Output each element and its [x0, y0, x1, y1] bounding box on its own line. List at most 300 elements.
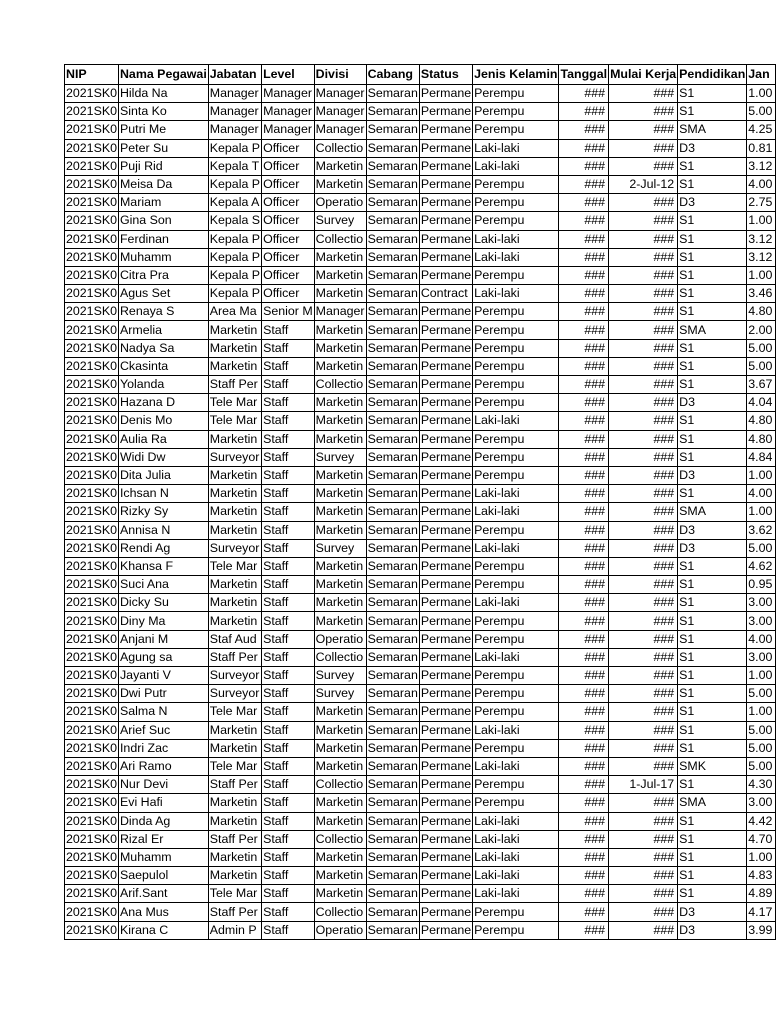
- cell-tanggal[interactable]: ###: [559, 885, 609, 903]
- cell-nip[interactable]: 2021SK0: [65, 303, 119, 321]
- cell-status[interactable]: Permane: [419, 685, 472, 703]
- cell-divisi[interactable]: Marketin: [314, 157, 366, 175]
- cell-nama[interactable]: Ferdinan: [118, 230, 208, 248]
- cell-divisi[interactable]: Survey: [314, 667, 366, 685]
- cell-status[interactable]: Permane: [419, 739, 472, 757]
- cell-tanggal[interactable]: ###: [559, 85, 609, 103]
- header-cell-pendidikan[interactable]: Pendidikan: [678, 65, 747, 85]
- cell-nama[interactable]: Agus Set: [118, 285, 208, 303]
- cell-mulai-kerja[interactable]: ###: [609, 194, 678, 212]
- cell-jabatan[interactable]: Tele Mar: [208, 412, 261, 430]
- cell-nip[interactable]: 2021SK0: [65, 594, 119, 612]
- cell-status[interactable]: Permane: [419, 521, 472, 539]
- cell-jabatan[interactable]: Kepala P: [208, 266, 261, 284]
- cell-pendidikan[interactable]: S1: [678, 157, 747, 175]
- cell-tanggal[interactable]: ###: [559, 175, 609, 193]
- cell-pendidikan[interactable]: S1: [678, 648, 747, 666]
- cell-jenis-kelamin[interactable]: Perempu: [473, 357, 559, 375]
- cell-jenis-kelamin[interactable]: Laki-laki: [473, 412, 559, 430]
- header-cell-nama[interactable]: Nama Pegawai: [118, 65, 208, 85]
- cell-pendidikan[interactable]: D3: [678, 521, 747, 539]
- cell-jabatan[interactable]: Kepala P: [208, 139, 261, 157]
- cell-jan[interactable]: 1.00: [747, 85, 776, 103]
- cell-cabang[interactable]: Semaran: [366, 248, 419, 266]
- cell-level[interactable]: Officer: [262, 157, 315, 175]
- cell-jan[interactable]: 1.00: [747, 703, 776, 721]
- cell-status[interactable]: Permane: [419, 594, 472, 612]
- cell-jabatan[interactable]: Staff Per: [208, 903, 261, 921]
- cell-divisi[interactable]: Marketin: [314, 503, 366, 521]
- cell-jan[interactable]: 4.00: [747, 630, 776, 648]
- cell-level[interactable]: Staff: [262, 466, 315, 484]
- cell-divisi[interactable]: Survey: [314, 212, 366, 230]
- cell-jabatan[interactable]: Admin P: [208, 921, 261, 939]
- cell-jenis-kelamin[interactable]: Perempu: [473, 557, 559, 575]
- cell-tanggal[interactable]: ###: [559, 576, 609, 594]
- cell-tanggal[interactable]: ###: [559, 867, 609, 885]
- cell-mulai-kerja[interactable]: ###: [609, 539, 678, 557]
- cell-cabang[interactable]: Semaran: [366, 357, 419, 375]
- cell-jan[interactable]: 3.00: [747, 594, 776, 612]
- cell-pendidikan[interactable]: D3: [678, 539, 747, 557]
- cell-jenis-kelamin[interactable]: Perempu: [473, 448, 559, 466]
- cell-status[interactable]: Permane: [419, 830, 472, 848]
- cell-level[interactable]: Staff: [262, 321, 315, 339]
- cell-cabang[interactable]: Semaran: [366, 667, 419, 685]
- cell-nama[interactable]: Meisa Da: [118, 175, 208, 193]
- cell-nama[interactable]: Kirana C: [118, 921, 208, 939]
- cell-mulai-kerja[interactable]: ###: [609, 867, 678, 885]
- cell-jabatan[interactable]: Kepala P: [208, 230, 261, 248]
- cell-pendidikan[interactable]: S1: [678, 630, 747, 648]
- cell-pendidikan[interactable]: D3: [678, 921, 747, 939]
- cell-jan[interactable]: 5.00: [747, 721, 776, 739]
- cell-mulai-kerja[interactable]: ###: [609, 357, 678, 375]
- cell-jenis-kelamin[interactable]: Perempu: [473, 667, 559, 685]
- cell-mulai-kerja[interactable]: ###: [609, 266, 678, 284]
- cell-divisi[interactable]: Marketin: [314, 867, 366, 885]
- cell-cabang[interactable]: Semaran: [366, 757, 419, 775]
- cell-mulai-kerja[interactable]: ###: [609, 139, 678, 157]
- cell-nama[interactable]: Hilda Na: [118, 85, 208, 103]
- cell-jan[interactable]: 0.81: [747, 139, 776, 157]
- cell-status[interactable]: Permane: [419, 412, 472, 430]
- cell-jan[interactable]: 1.00: [747, 466, 776, 484]
- cell-tanggal[interactable]: ###: [559, 921, 609, 939]
- cell-cabang[interactable]: Semaran: [366, 903, 419, 921]
- cell-level[interactable]: Officer: [262, 285, 315, 303]
- cell-status[interactable]: Permane: [419, 466, 472, 484]
- cell-status[interactable]: Permane: [419, 266, 472, 284]
- cell-tanggal[interactable]: ###: [559, 521, 609, 539]
- cell-jabatan[interactable]: Manager: [208, 85, 261, 103]
- cell-mulai-kerja[interactable]: ###: [609, 576, 678, 594]
- cell-tanggal[interactable]: ###: [559, 539, 609, 557]
- cell-jenis-kelamin[interactable]: Laki-laki: [473, 248, 559, 266]
- cell-status[interactable]: Permane: [419, 921, 472, 939]
- cell-cabang[interactable]: Semaran: [366, 466, 419, 484]
- header-cell-divisi[interactable]: Divisi: [314, 65, 366, 85]
- cell-tanggal[interactable]: ###: [559, 430, 609, 448]
- cell-nip[interactable]: 2021SK0: [65, 448, 119, 466]
- cell-status[interactable]: Permane: [419, 776, 472, 794]
- cell-nip[interactable]: 2021SK0: [65, 903, 119, 921]
- cell-jenis-kelamin[interactable]: Perempu: [473, 794, 559, 812]
- header-cell-mulai-kerja[interactable]: Mulai Kerja: [609, 65, 678, 85]
- cell-nama[interactable]: Puji Rid: [118, 157, 208, 175]
- cell-jabatan[interactable]: Tele Mar: [208, 557, 261, 575]
- cell-jan[interactable]: 4.80: [747, 412, 776, 430]
- cell-cabang[interactable]: Semaran: [366, 212, 419, 230]
- cell-cabang[interactable]: Semaran: [366, 685, 419, 703]
- cell-jenis-kelamin[interactable]: Laki-laki: [473, 648, 559, 666]
- cell-nama[interactable]: Evi Hafi: [118, 794, 208, 812]
- cell-level[interactable]: Staff: [262, 485, 315, 503]
- cell-tanggal[interactable]: ###: [559, 303, 609, 321]
- cell-mulai-kerja[interactable]: ###: [609, 248, 678, 266]
- cell-pendidikan[interactable]: S1: [678, 339, 747, 357]
- cell-cabang[interactable]: Semaran: [366, 103, 419, 121]
- cell-tanggal[interactable]: ###: [559, 757, 609, 775]
- cell-status[interactable]: Permane: [419, 630, 472, 648]
- cell-nama[interactable]: Dita Julia: [118, 466, 208, 484]
- cell-tanggal[interactable]: ###: [559, 376, 609, 394]
- cell-jabatan[interactable]: Marketin: [208, 576, 261, 594]
- cell-level[interactable]: Staff: [262, 630, 315, 648]
- cell-mulai-kerja[interactable]: ###: [609, 521, 678, 539]
- cell-jenis-kelamin[interactable]: Laki-laki: [473, 285, 559, 303]
- cell-divisi[interactable]: Collectio: [314, 776, 366, 794]
- header-cell-cabang[interactable]: Cabang: [366, 65, 419, 85]
- cell-jabatan[interactable]: Tele Mar: [208, 757, 261, 775]
- cell-cabang[interactable]: Semaran: [366, 85, 419, 103]
- cell-status[interactable]: Permane: [419, 303, 472, 321]
- cell-nip[interactable]: 2021SK0: [65, 357, 119, 375]
- cell-status[interactable]: Permane: [419, 794, 472, 812]
- cell-pendidikan[interactable]: SMA: [678, 503, 747, 521]
- cell-level[interactable]: Staff: [262, 394, 315, 412]
- cell-nip[interactable]: 2021SK0: [65, 230, 119, 248]
- cell-nama[interactable]: Ichsan N: [118, 485, 208, 503]
- cell-divisi[interactable]: Marketin: [314, 175, 366, 193]
- cell-level[interactable]: Officer: [262, 139, 315, 157]
- cell-tanggal[interactable]: ###: [559, 594, 609, 612]
- cell-nama[interactable]: Rizky Sy: [118, 503, 208, 521]
- cell-pendidikan[interactable]: S1: [678, 612, 747, 630]
- cell-divisi[interactable]: Marketin: [314, 339, 366, 357]
- cell-jenis-kelamin[interactable]: Perempu: [473, 576, 559, 594]
- cell-level[interactable]: Staff: [262, 376, 315, 394]
- cell-pendidikan[interactable]: S1: [678, 430, 747, 448]
- cell-jabatan[interactable]: Kepala P: [208, 175, 261, 193]
- cell-nama[interactable]: Hazana D: [118, 394, 208, 412]
- cell-nama[interactable]: Peter Su: [118, 139, 208, 157]
- cell-mulai-kerja[interactable]: ###: [609, 739, 678, 757]
- cell-jabatan[interactable]: Marketin: [208, 503, 261, 521]
- cell-nama[interactable]: Suci Ana: [118, 576, 208, 594]
- cell-jan[interactable]: 5.00: [747, 339, 776, 357]
- cell-divisi[interactable]: Marketin: [314, 612, 366, 630]
- cell-divisi[interactable]: Marketin: [314, 703, 366, 721]
- cell-pendidikan[interactable]: S1: [678, 776, 747, 794]
- cell-tanggal[interactable]: ###: [559, 612, 609, 630]
- cell-jabatan[interactable]: Kepala S: [208, 212, 261, 230]
- cell-pendidikan[interactable]: S1: [678, 867, 747, 885]
- header-cell-nip[interactable]: NIP: [65, 65, 119, 85]
- cell-divisi[interactable]: Marketin: [314, 848, 366, 866]
- cell-cabang[interactable]: Semaran: [366, 848, 419, 866]
- cell-nama[interactable]: Yolanda: [118, 376, 208, 394]
- cell-jenis-kelamin[interactable]: Perempu: [473, 103, 559, 121]
- cell-nip[interactable]: 2021SK0: [65, 812, 119, 830]
- cell-divisi[interactable]: Marketin: [314, 485, 366, 503]
- cell-pendidikan[interactable]: S1: [678, 103, 747, 121]
- cell-nama[interactable]: Rendi Ag: [118, 539, 208, 557]
- cell-nip[interactable]: 2021SK0: [65, 539, 119, 557]
- cell-tanggal[interactable]: ###: [559, 903, 609, 921]
- cell-status[interactable]: Permane: [419, 667, 472, 685]
- cell-pendidikan[interactable]: S1: [678, 594, 747, 612]
- cell-nip[interactable]: 2021SK0: [65, 321, 119, 339]
- cell-jan[interactable]: 4.62: [747, 557, 776, 575]
- cell-jenis-kelamin[interactable]: Perempu: [473, 339, 559, 357]
- cell-level[interactable]: Staff: [262, 521, 315, 539]
- cell-nip[interactable]: 2021SK0: [65, 776, 119, 794]
- cell-nip[interactable]: 2021SK0: [65, 830, 119, 848]
- cell-pendidikan[interactable]: S1: [678, 557, 747, 575]
- cell-jenis-kelamin[interactable]: Laki-laki: [473, 885, 559, 903]
- cell-nama[interactable]: Dwi Putr: [118, 685, 208, 703]
- cell-cabang[interactable]: Semaran: [366, 557, 419, 575]
- cell-divisi[interactable]: Marketin: [314, 285, 366, 303]
- cell-tanggal[interactable]: ###: [559, 448, 609, 466]
- cell-divisi[interactable]: Marketin: [314, 739, 366, 757]
- cell-level[interactable]: Officer: [262, 230, 315, 248]
- cell-pendidikan[interactable]: S1: [678, 885, 747, 903]
- cell-cabang[interactable]: Semaran: [366, 721, 419, 739]
- cell-jenis-kelamin[interactable]: Laki-laki: [473, 757, 559, 775]
- cell-status[interactable]: Permane: [419, 485, 472, 503]
- cell-jan[interactable]: 3.67: [747, 376, 776, 394]
- cell-jenis-kelamin[interactable]: Perempu: [473, 521, 559, 539]
- cell-divisi[interactable]: Marketin: [314, 812, 366, 830]
- cell-pendidikan[interactable]: SMA: [678, 321, 747, 339]
- cell-level[interactable]: Officer: [262, 266, 315, 284]
- cell-nip[interactable]: 2021SK0: [65, 612, 119, 630]
- cell-jan[interactable]: 3.12: [747, 157, 776, 175]
- cell-jenis-kelamin[interactable]: Perempu: [473, 703, 559, 721]
- cell-jenis-kelamin[interactable]: Laki-laki: [473, 867, 559, 885]
- cell-jenis-kelamin[interactable]: Laki-laki: [473, 594, 559, 612]
- cell-jabatan[interactable]: Kepala T: [208, 157, 261, 175]
- cell-nip[interactable]: 2021SK0: [65, 757, 119, 775]
- cell-status[interactable]: Permane: [419, 376, 472, 394]
- cell-jan[interactable]: 4.80: [747, 303, 776, 321]
- cell-status[interactable]: Permane: [419, 812, 472, 830]
- cell-jabatan[interactable]: Marketin: [208, 357, 261, 375]
- cell-pendidikan[interactable]: D3: [678, 139, 747, 157]
- cell-cabang[interactable]: Semaran: [366, 175, 419, 193]
- cell-pendidikan[interactable]: S1: [678, 485, 747, 503]
- cell-status[interactable]: Permane: [419, 212, 472, 230]
- cell-cabang[interactable]: Semaran: [366, 339, 419, 357]
- cell-nip[interactable]: 2021SK0: [65, 85, 119, 103]
- cell-jabatan[interactable]: Surveyor: [208, 667, 261, 685]
- cell-jan[interactable]: 4.83: [747, 867, 776, 885]
- cell-divisi[interactable]: Survey: [314, 685, 366, 703]
- cell-level[interactable]: Staff: [262, 703, 315, 721]
- cell-mulai-kerja[interactable]: ###: [609, 921, 678, 939]
- cell-tanggal[interactable]: ###: [559, 794, 609, 812]
- cell-status[interactable]: Permane: [419, 157, 472, 175]
- cell-jenis-kelamin[interactable]: Laki-laki: [473, 539, 559, 557]
- cell-nama[interactable]: Salma N: [118, 703, 208, 721]
- cell-jenis-kelamin[interactable]: Perempu: [473, 303, 559, 321]
- cell-jabatan[interactable]: Marketin: [208, 848, 261, 866]
- cell-status[interactable]: Permane: [419, 357, 472, 375]
- cell-cabang[interactable]: Semaran: [366, 412, 419, 430]
- cell-jabatan[interactable]: Marketin: [208, 485, 261, 503]
- cell-divisi[interactable]: Manager: [314, 103, 366, 121]
- cell-divisi[interactable]: Manager: [314, 85, 366, 103]
- cell-tanggal[interactable]: ###: [559, 266, 609, 284]
- cell-jabatan[interactable]: Surveyor: [208, 448, 261, 466]
- cell-cabang[interactable]: Semaran: [366, 430, 419, 448]
- cell-jabatan[interactable]: Marketin: [208, 521, 261, 539]
- cell-mulai-kerja[interactable]: ###: [609, 412, 678, 430]
- cell-jenis-kelamin[interactable]: Perempu: [473, 121, 559, 139]
- cell-level[interactable]: Staff: [262, 448, 315, 466]
- cell-status[interactable]: Permane: [419, 139, 472, 157]
- cell-jan[interactable]: 4.70: [747, 830, 776, 848]
- cell-cabang[interactable]: Semaran: [366, 503, 419, 521]
- cell-jenis-kelamin[interactable]: Laki-laki: [473, 830, 559, 848]
- cell-mulai-kerja[interactable]: ###: [609, 721, 678, 739]
- cell-pendidikan[interactable]: SMA: [678, 121, 747, 139]
- cell-nama[interactable]: Dicky Su: [118, 594, 208, 612]
- cell-cabang[interactable]: Semaran: [366, 612, 419, 630]
- cell-level[interactable]: Staff: [262, 867, 315, 885]
- cell-status[interactable]: Permane: [419, 612, 472, 630]
- cell-mulai-kerja[interactable]: ###: [609, 212, 678, 230]
- cell-nama[interactable]: Gina Son: [118, 212, 208, 230]
- cell-jenis-kelamin[interactable]: Laki-laki: [473, 485, 559, 503]
- cell-status[interactable]: Permane: [419, 321, 472, 339]
- cell-level[interactable]: Officer: [262, 194, 315, 212]
- cell-nip[interactable]: 2021SK0: [65, 703, 119, 721]
- cell-jenis-kelamin[interactable]: Perempu: [473, 776, 559, 794]
- cell-jabatan[interactable]: Staff Per: [208, 648, 261, 666]
- cell-mulai-kerja[interactable]: ###: [609, 794, 678, 812]
- cell-level[interactable]: Staff: [262, 830, 315, 848]
- cell-level[interactable]: Senior M: [262, 303, 315, 321]
- cell-nip[interactable]: 2021SK0: [65, 212, 119, 230]
- cell-mulai-kerja[interactable]: ###: [609, 503, 678, 521]
- cell-divisi[interactable]: Marketin: [314, 357, 366, 375]
- cell-jan[interactable]: 4.89: [747, 885, 776, 903]
- cell-nip[interactable]: 2021SK0: [65, 139, 119, 157]
- cell-tanggal[interactable]: ###: [559, 667, 609, 685]
- cell-status[interactable]: Permane: [419, 576, 472, 594]
- cell-nama[interactable]: Jayanti V: [118, 667, 208, 685]
- cell-mulai-kerja[interactable]: ###: [609, 667, 678, 685]
- cell-jan[interactable]: 4.17: [747, 903, 776, 921]
- cell-nama[interactable]: Muhamm: [118, 848, 208, 866]
- cell-nip[interactable]: 2021SK0: [65, 266, 119, 284]
- cell-mulai-kerja[interactable]: ###: [609, 612, 678, 630]
- cell-level[interactable]: Officer: [262, 212, 315, 230]
- cell-status[interactable]: Permane: [419, 448, 472, 466]
- cell-mulai-kerja[interactable]: ###: [609, 285, 678, 303]
- cell-pendidikan[interactable]: D3: [678, 466, 747, 484]
- cell-jan[interactable]: 3.99: [747, 921, 776, 939]
- cell-cabang[interactable]: Semaran: [366, 321, 419, 339]
- header-cell-jan[interactable]: Jan: [747, 65, 776, 85]
- cell-nama[interactable]: Anjani M: [118, 630, 208, 648]
- cell-cabang[interactable]: Semaran: [366, 812, 419, 830]
- cell-jabatan[interactable]: Marketin: [208, 812, 261, 830]
- cell-pendidikan[interactable]: S1: [678, 285, 747, 303]
- cell-tanggal[interactable]: ###: [559, 139, 609, 157]
- cell-nip[interactable]: 2021SK0: [65, 648, 119, 666]
- cell-jenis-kelamin[interactable]: Perempu: [473, 739, 559, 757]
- cell-jenis-kelamin[interactable]: Perempu: [473, 430, 559, 448]
- cell-status[interactable]: Permane: [419, 85, 472, 103]
- cell-cabang[interactable]: Semaran: [366, 739, 419, 757]
- cell-nip[interactable]: 2021SK0: [65, 339, 119, 357]
- cell-jenis-kelamin[interactable]: Perempu: [473, 85, 559, 103]
- cell-divisi[interactable]: Marketin: [314, 885, 366, 903]
- cell-pendidikan[interactable]: S1: [678, 357, 747, 375]
- cell-divisi[interactable]: Operatio: [314, 630, 366, 648]
- cell-nama[interactable]: Dinda Ag: [118, 812, 208, 830]
- cell-nip[interactable]: 2021SK0: [65, 103, 119, 121]
- cell-mulai-kerja[interactable]: ###: [609, 230, 678, 248]
- cell-nama[interactable]: Nur Devi: [118, 776, 208, 794]
- cell-divisi[interactable]: Collectio: [314, 139, 366, 157]
- cell-divisi[interactable]: Marketin: [314, 430, 366, 448]
- cell-nama[interactable]: Nadya Sa: [118, 339, 208, 357]
- cell-divisi[interactable]: Manager: [314, 303, 366, 321]
- cell-divisi[interactable]: Marketin: [314, 576, 366, 594]
- cell-jenis-kelamin[interactable]: Laki-laki: [473, 848, 559, 866]
- cell-status[interactable]: Contract: [419, 285, 472, 303]
- cell-jabatan[interactable]: Marketin: [208, 594, 261, 612]
- cell-nip[interactable]: 2021SK0: [65, 194, 119, 212]
- cell-nama[interactable]: Saepulol: [118, 867, 208, 885]
- cell-divisi[interactable]: Collectio: [314, 376, 366, 394]
- cell-cabang[interactable]: Semaran: [366, 194, 419, 212]
- cell-nama[interactable]: Muhamm: [118, 248, 208, 266]
- cell-nama[interactable]: Arief Suc: [118, 721, 208, 739]
- cell-pendidikan[interactable]: S1: [678, 248, 747, 266]
- cell-status[interactable]: Permane: [419, 867, 472, 885]
- cell-divisi[interactable]: Marketin: [314, 557, 366, 575]
- cell-tanggal[interactable]: ###: [559, 721, 609, 739]
- cell-status[interactable]: Permane: [419, 394, 472, 412]
- cell-pendidikan[interactable]: S1: [678, 721, 747, 739]
- cell-jabatan[interactable]: Marketin: [208, 321, 261, 339]
- cell-tanggal[interactable]: ###: [559, 485, 609, 503]
- cell-mulai-kerja[interactable]: ###: [609, 885, 678, 903]
- cell-jenis-kelamin[interactable]: Laki-laki: [473, 157, 559, 175]
- cell-mulai-kerja[interactable]: ###: [609, 485, 678, 503]
- cell-level[interactable]: Staff: [262, 848, 315, 866]
- cell-cabang[interactable]: Semaran: [366, 576, 419, 594]
- cell-jabatan[interactable]: Staf Aud: [208, 630, 261, 648]
- cell-jan[interactable]: 3.00: [747, 648, 776, 666]
- cell-status[interactable]: Permane: [419, 703, 472, 721]
